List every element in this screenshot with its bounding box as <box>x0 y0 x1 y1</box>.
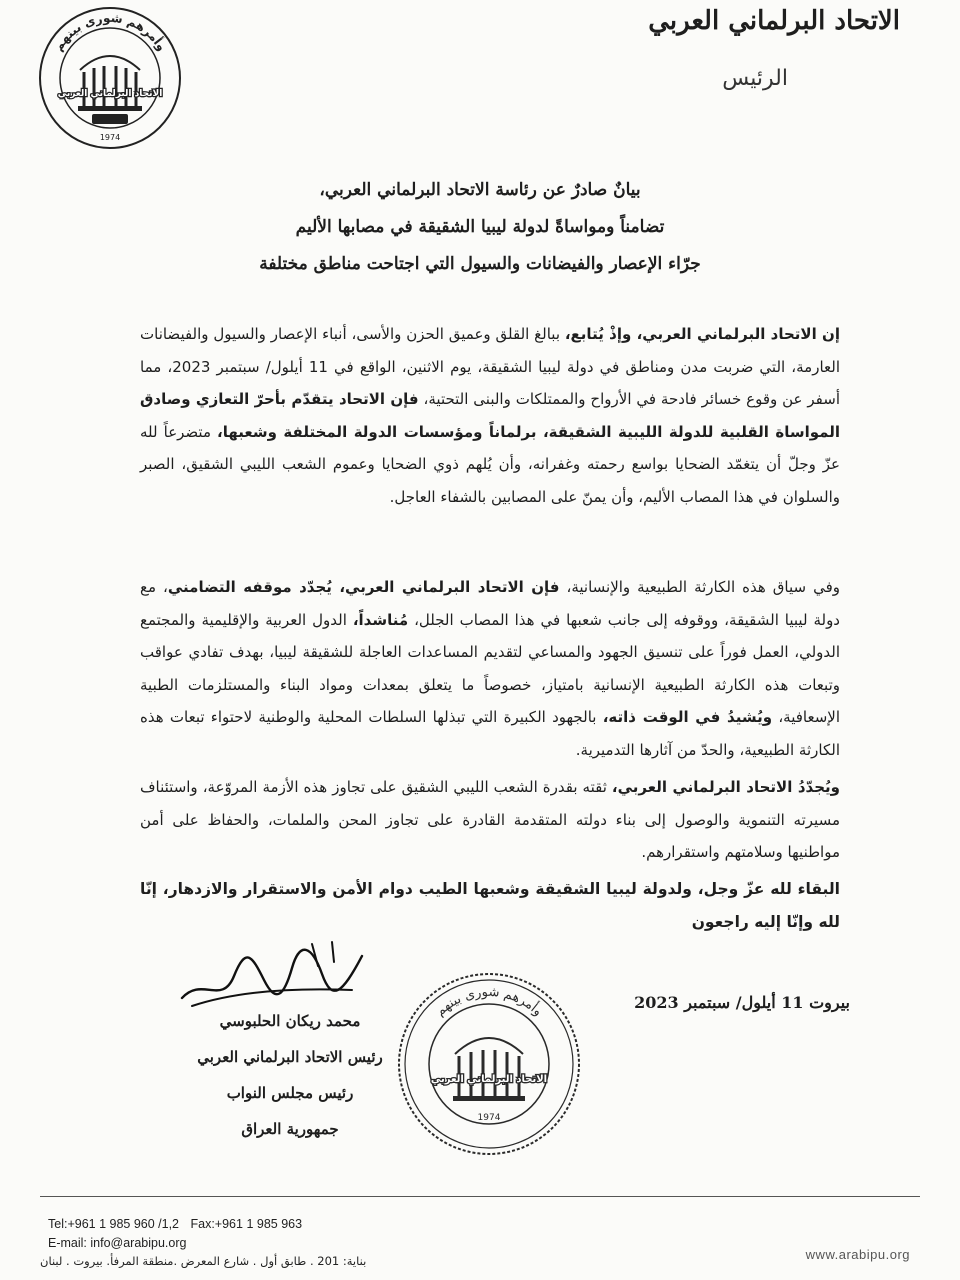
official-seal-icon <box>395 970 583 1158</box>
svg-text:وأمرهم شورى بينهم: وأمرهم شورى بينهم <box>432 984 546 1020</box>
p1-text-a: ببالغ القلق وعميق الحزن والأسى، أنباء الإعصار والسيول والفيضانات العارمة، التي ضربت مدن ومناطق في دولة ليبيا الشقيقة، يوم الاثنين، الواقع في 11 أيلول/ سبتمبر 2023، مما أسفر عن وقوع خسائر فادحة في الأرواح والممتلكات والبنى التحتية، <box>140 325 841 408</box>
footer-website: www.arabipu.org <box>805 1247 910 1262</box>
p1-lead: إن الاتحاد البرلماني العربي، وإذْ يُتابع، <box>564 325 840 343</box>
paragraph-2 <box>140 571 840 766</box>
heading-line-1: بيانٌ صادرٌ عن رئاسة الاتحاد البرلماني العربي، <box>319 180 641 200</box>
footer-email: E-mail: info@arabipu.org <box>48 1236 187 1250</box>
date-line: بيروت 11 أيلول/ سبتمبر 2023 <box>634 993 850 1012</box>
footer-address: بناية: 201 . طابق أول . شارع المعرض .منطقة المرفأ. بيروت . لبنان <box>40 1254 367 1268</box>
p3-lead: ويُجدّدُ الاتحاد البرلماني العربي، <box>611 778 840 796</box>
signature-block <box>190 1003 390 1147</box>
p2-text-c: الدول العربية والإقليمية والمجتمع الدولي، العمل فوراً على تنسيق الجهود والمساعي لتقديم المساعدات العاجلة للشقيقة ليبيا، بهدف تفادي عواقب وتبعات هذه الكارثة الطبيعية الإنسانية بامتياز، خصوصاً ما يتعلق بمعدات ومواد البناء والمستلزمات الطبية الإسعافية، <box>140 610 840 726</box>
p1-condolence: فإن الاتحاد يتقدّم بأحرّ التعازي وصادق المواساة القلبية للدولة الليبية الشقيقة، برلماناً ومؤسسات الدولة المختلفة وشعبها، <box>140 390 840 441</box>
svg-text:1974: 1974 <box>477 1113 501 1123</box>
p2-text-a: وفي سياق هذه الكارثة الطبيعية والإنسانية، <box>559 578 840 596</box>
footer-fax: Fax:+961 1 985 963 <box>190 1217 303 1231</box>
footer-divider <box>40 1196 920 1197</box>
p3-text: ثقته بقدرة الشعب الليبي الشقيق على تجاوز هذه الأزمة المروّعة، واستئناف مسيرته التنموية والوصول إلى بناء دولته المتقدمة القادرة على تجاوز المحن والملمات، والحفاظ على أمن مواطنيها وسلامتهم واستقرارهم. <box>140 778 840 861</box>
footer-phone-row <box>48 1215 310 1234</box>
signatory-role-1: رئيس الاتحاد البرلماني العربي <box>197 1048 383 1066</box>
president-title: الرئيس <box>722 66 788 91</box>
footer-tel: Tel:+961 1 985 960 /1,2 <box>48 1217 180 1231</box>
heading-line-2: تضامناً ومواساةً لدولة ليبيا الشقيقة في مصابها الأليم <box>295 217 665 237</box>
p2-praise: ويُشيدُ في الوقت ذاته، <box>602 708 773 726</box>
p2-text-d: بالجهود الكبيرة التي تبذلها السلطات المحلية والوطنية لاحتواء تبعات هذه الكارثة الطبيعية، والحدّ من آثارها التدميرية. <box>140 708 840 759</box>
footer-contacts <box>48 1215 310 1253</box>
closing-line: البقاء لله عزّ وجل، ولدولة ليبيا الشقيقة وشعبها الطيب دوام الأمن والاستقرار والازدهار، إنّا لله وإنّا إليه راجعون <box>140 880 840 931</box>
statement-heading <box>0 172 960 283</box>
svg-text:وأمرهم شورى بينهم: وأمرهم شورى بينهم <box>50 10 170 54</box>
svg-text:الاتحاد البرلماني العربي: الاتحاد البرلماني العربي <box>430 1074 548 1085</box>
union-logo-icon <box>36 4 184 152</box>
p2-text-b: ، مع دولة ليبيا الشقيقة، ووقوفه إلى جانب شعبها في هذا المصاب الجلل، <box>140 578 840 629</box>
p2-solidarity: فإن الاتحاد البرلماني العربي، يُجدّد موقفه التضامني <box>167 578 560 596</box>
svg-text:1974: 1974 <box>99 133 121 142</box>
signatory-name: محمد ريكان الحلبوسي <box>219 1012 361 1030</box>
p2-appeal: مُناشداً، <box>352 610 409 629</box>
org-name: الاتحاد البرلماني العربي <box>648 6 900 36</box>
p1-text-b: متضرعاً لله عزّ وجلّ أن يتغمّد الضحايا بواسع رحمته وغفرانه، وأن يُلهم ذوي الضحايا وعموم الشعب الليبي الشقيق، الصبر والسلوان في هذا المصاب الأليم، وأن يمنّ على المصابين بالشفاء العاجل. <box>140 422 840 506</box>
heading-line-3: جرّاء الإعصار والفيضانات والسيول التي اجتاحت مناطق مختلفة <box>259 254 701 274</box>
signatory-role-3: جمهورية العراق <box>241 1120 339 1138</box>
paragraph-1 <box>140 318 840 513</box>
paragraph-3 <box>140 771 840 869</box>
signatory-role-2: رئيس مجلس النواب <box>226 1084 354 1102</box>
svg-text:الاتحاد البرلماني العربي: الاتحاد البرلماني العربي <box>57 89 163 99</box>
